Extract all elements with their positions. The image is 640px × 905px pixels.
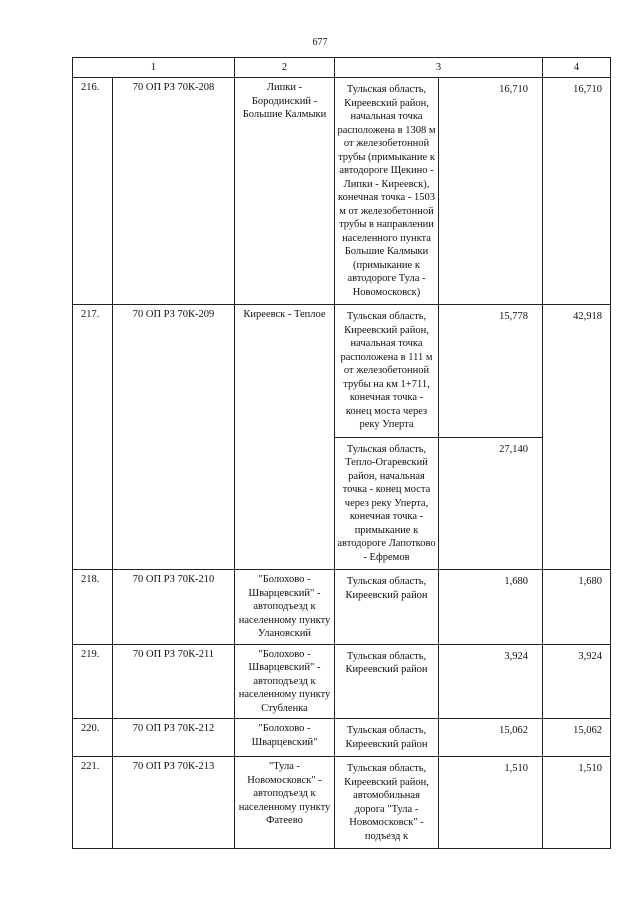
segment-length: 16,710 xyxy=(439,78,543,305)
road-name: Киреевск - Теплое xyxy=(235,305,335,570)
col-header-1: 1 xyxy=(73,58,235,78)
road-code: 70 ОП РЗ 70К-209 xyxy=(113,305,235,570)
roads-table xyxy=(72,57,611,849)
segment-length: 1,510 xyxy=(439,757,543,849)
segment-description: Тульская область, Киреевский район, начальная точка расположена в 1308 м от железобетонной трубы (примыкание к автодороге Щекино - Липки - Киреевск), конечная точка - 1503 м от железобетонной трубы в направлении населенного пункта Большие Калмыки (примыкание к автодороге Тула - Новомосковск) xyxy=(335,78,439,305)
col-header-4: 4 xyxy=(543,58,611,78)
table-row xyxy=(73,570,611,645)
col-header-3: 3 xyxy=(335,58,543,78)
road-name: "Тула - Новомосковск" - автоподъезд к населенному пункту Фатеево xyxy=(235,757,335,849)
road-name: "Болохово - Шварцевский" - автоподъезд к населенному пункту Улановский xyxy=(235,570,335,645)
segment-description: Тульская область, Киреевский район xyxy=(335,719,439,757)
total-length: 16,710 xyxy=(543,78,611,305)
road-name: Липки - Бородинский - Большие Калмыки xyxy=(235,78,335,305)
row-number: 220. xyxy=(73,719,113,757)
row-number: 217. xyxy=(73,305,113,570)
total-length: 15,062 xyxy=(543,719,611,757)
row-number: 218. xyxy=(73,570,113,645)
row-number: 216. xyxy=(73,78,113,305)
segment-length: 15,778 xyxy=(439,305,543,438)
road-code: 70 ОП РЗ 70К-213 xyxy=(113,757,235,849)
road-code: 70 ОП РЗ 70К-212 xyxy=(113,719,235,757)
table-body xyxy=(73,78,611,849)
table-row xyxy=(73,78,611,305)
total-length: 1,680 xyxy=(543,570,611,645)
road-name: "Болохово - Шварцевский" xyxy=(235,719,335,757)
table-row xyxy=(73,757,611,849)
segment-description: Тульская область, Киреевский район xyxy=(335,570,439,645)
segment-description: Тульская область, Киреевский район xyxy=(335,644,439,719)
total-length: 1,510 xyxy=(543,757,611,849)
row-number: 221. xyxy=(73,757,113,849)
header-row xyxy=(73,58,611,78)
total-length: 42,918 xyxy=(543,305,611,570)
table-row xyxy=(73,644,611,719)
row-number: 219. xyxy=(73,644,113,719)
segment-length: 27,140 xyxy=(439,437,543,570)
road-code: 70 ОП РЗ 70К-211 xyxy=(113,644,235,719)
segment-length: 1,680 xyxy=(439,570,543,645)
road-code: 70 ОП РЗ 70К-208 xyxy=(113,78,235,305)
total-length: 3,924 xyxy=(543,644,611,719)
page-number: 677 xyxy=(312,37,328,48)
segment-description: Тульская область, Киреевский район, автомобильная дорога "Тула - Новомосковск" - подъезд к xyxy=(335,757,439,849)
segment-length: 15,062 xyxy=(439,719,543,757)
col-header-2: 2 xyxy=(235,58,335,78)
table-row xyxy=(73,719,611,757)
road-name: "Болохово - Шварцевский" - автоподъезд к населенному пункту Стубленка xyxy=(235,644,335,719)
segment-description: Тульская область, Киреевский район, начальная точка расположена в 111 м от железобетонной трубы на км 1+711, конечная точка - конец моста через реку Уперта xyxy=(335,305,439,438)
table-row xyxy=(73,305,611,438)
segment-length: 3,924 xyxy=(439,644,543,719)
segment-description: Тульская область, Тепло-Огаревский район, начальная точка - конец моста через реку Уперта, конечная точка - примыкание к автодороге Лапотково - Ефремов xyxy=(335,437,439,570)
road-code: 70 ОП РЗ 70К-210 xyxy=(113,570,235,645)
